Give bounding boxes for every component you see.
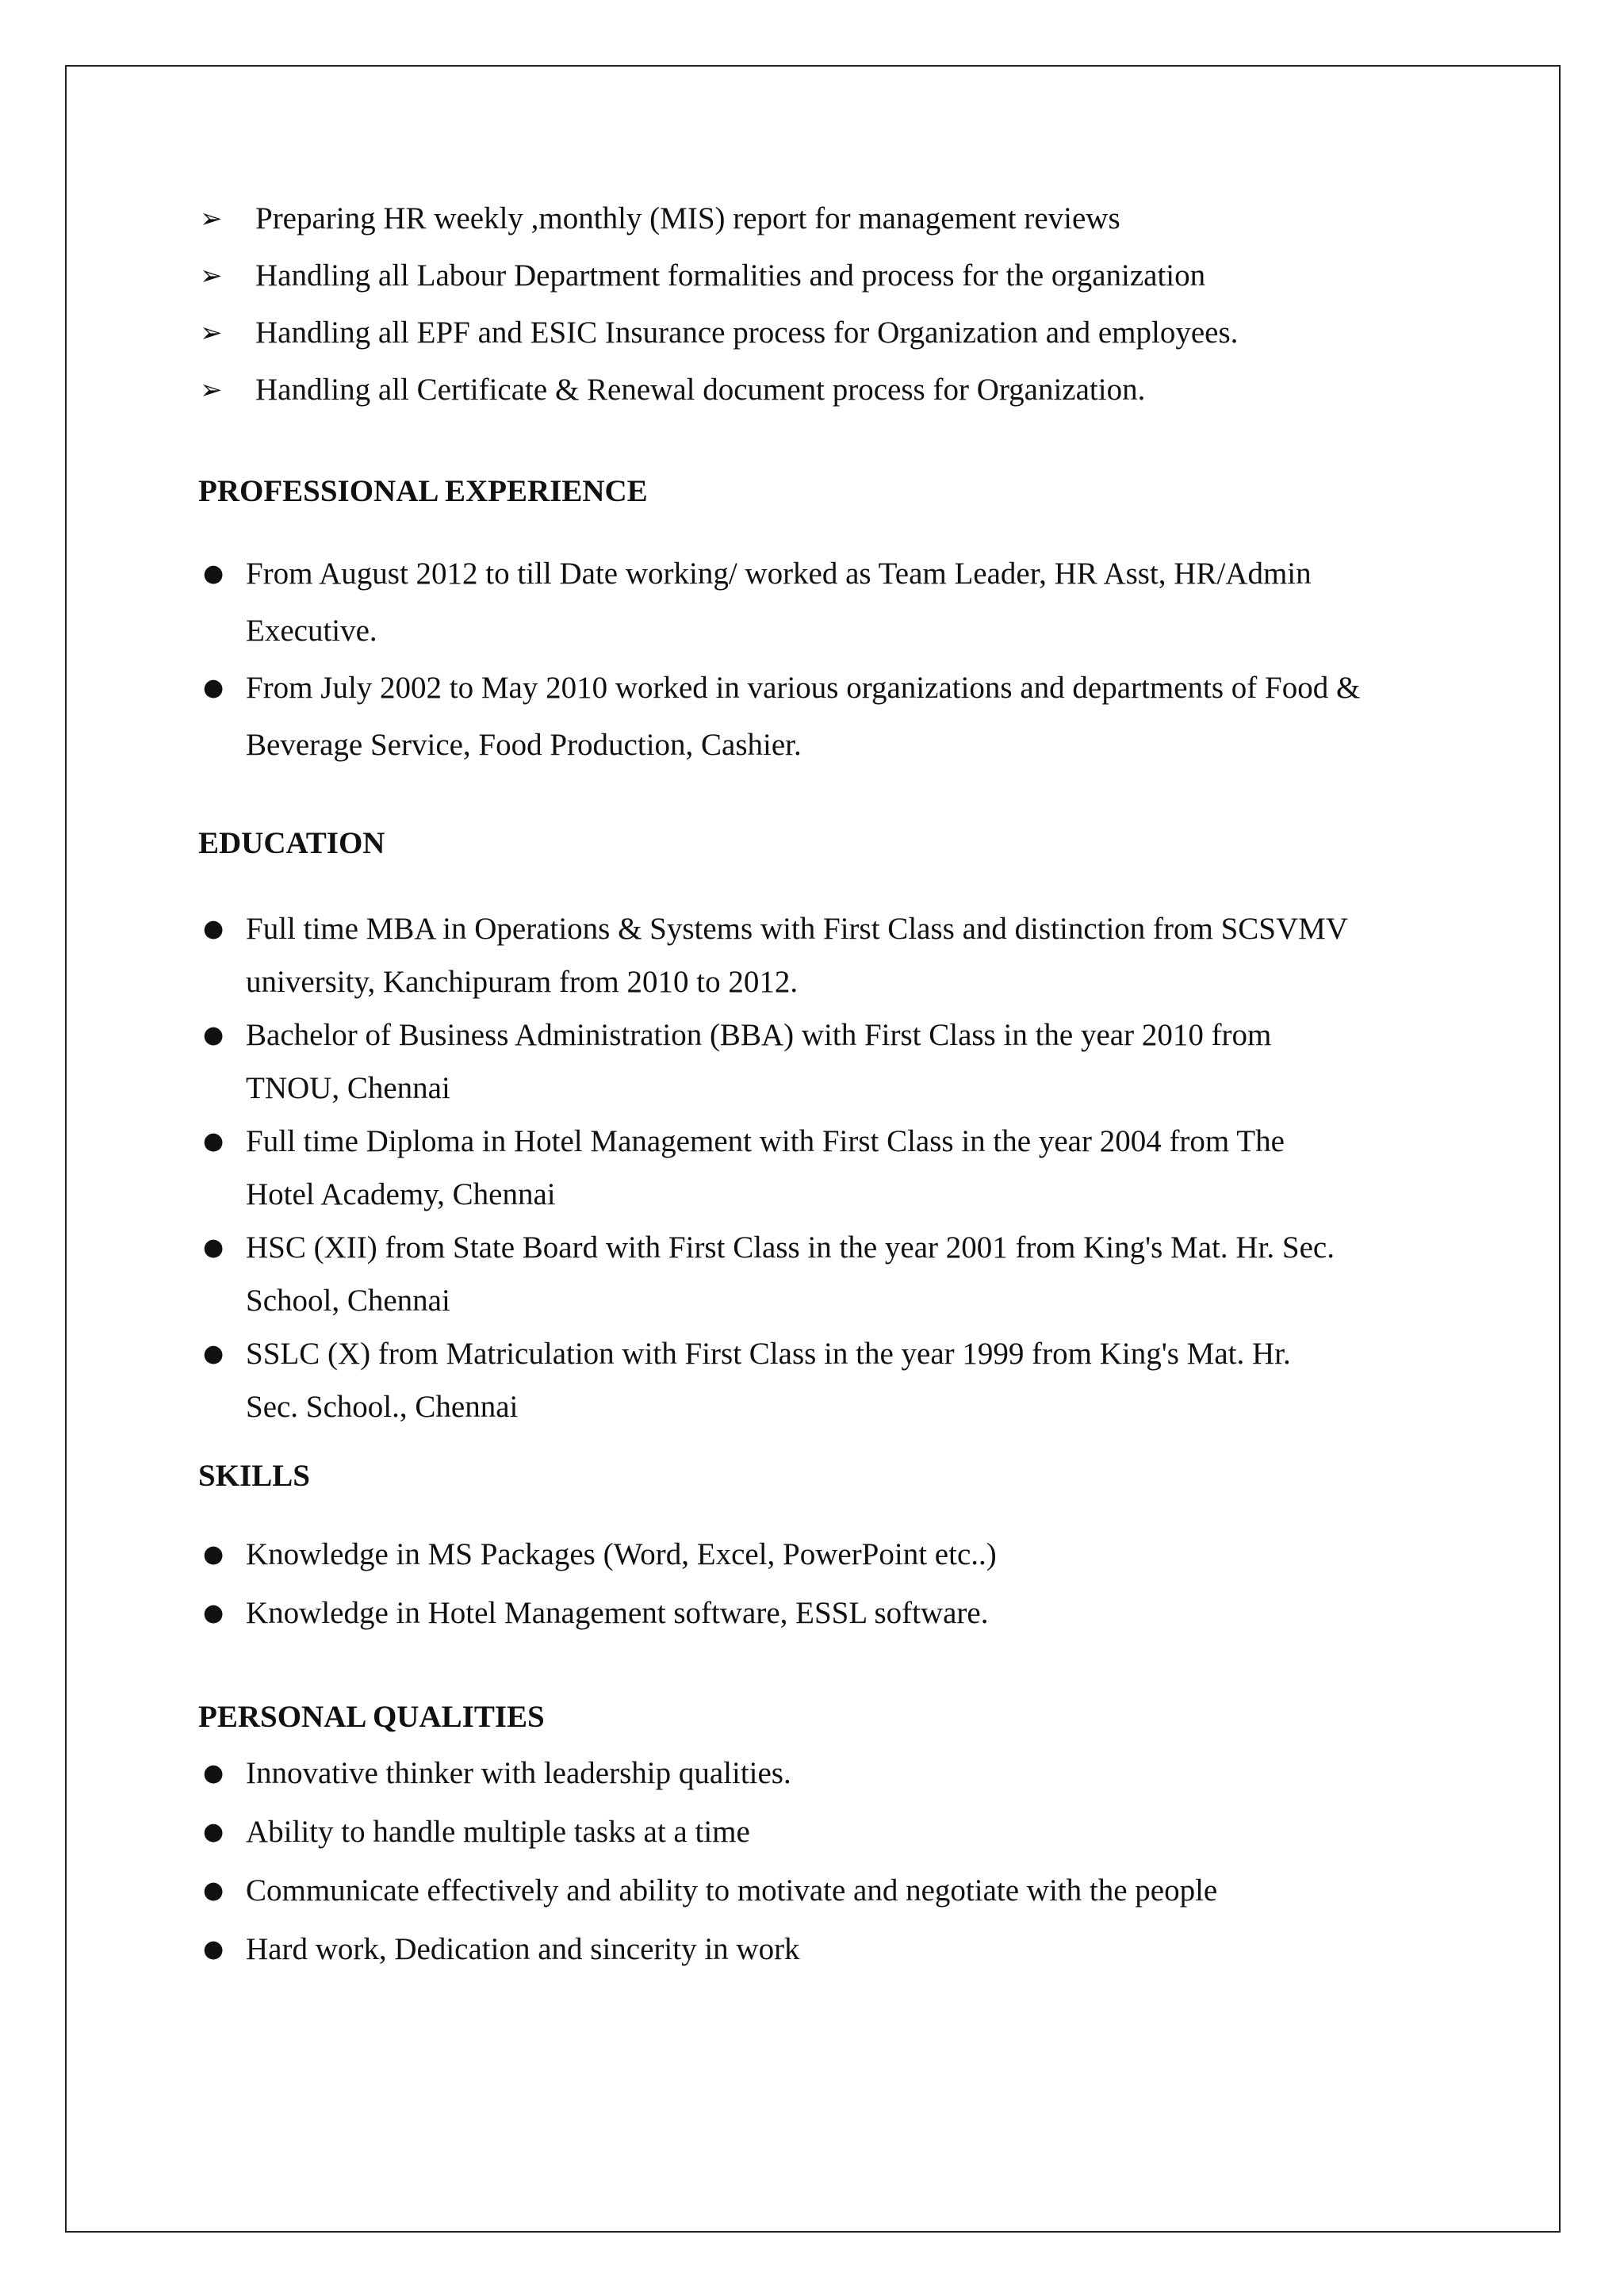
list-item <box>198 1744 1451 1803</box>
list-item <box>198 1803 1451 1862</box>
list-item-text: Communicate effectively and ability to motivate and negotiate with the people <box>246 1873 1218 1908</box>
bullet-icon: ● <box>203 560 224 587</box>
list-item <box>198 247 1451 304</box>
list-item <box>198 1221 1451 1327</box>
list-item-line: SSLC (X) from Matriculation with First Class in the year 1999 from King's Mat. Hr. <box>246 1337 1291 1371</box>
list-item-line: HSC (XII) from State Board with First Class in the year 2001 from King's Mat. Hr. Sec. <box>246 1230 1335 1265</box>
bullet-icon: ● <box>203 1021 224 1049</box>
bullet-icon: ● <box>203 1540 224 1568</box>
list-item <box>198 190 1451 247</box>
list-item-text: Knowledge in MS Packages (Word, Excel, PowerPoint etc..) <box>246 1537 997 1571</box>
bullet-icon: ● <box>203 1818 224 1846</box>
bullet-icon: ● <box>203 1759 224 1787</box>
education-list <box>198 902 1451 1433</box>
list-item <box>198 304 1451 362</box>
list-item-line: School, Chennai <box>246 1284 450 1318</box>
resume-content <box>198 190 1451 1979</box>
list-item-line: TNOU, Chennai <box>246 1071 450 1105</box>
list-item <box>198 1525 1451 1584</box>
list-item-line: Full time MBA in Operations & Systems with First Class and distinction from SCSVMV <box>246 912 1349 946</box>
list-item <box>198 1327 1451 1433</box>
responsibilities-list <box>198 190 1451 419</box>
list-item <box>198 1862 1451 1920</box>
experience-list <box>198 545 1451 774</box>
bullet-icon: ● <box>203 674 224 702</box>
list-item-text: Handling all Labour Department formalities and process for the organization <box>255 258 1206 293</box>
list-item <box>198 1920 1451 1979</box>
arrow-bullet-icon: ➢ <box>200 260 223 292</box>
list-item-line: university, Kanchipuram from 2010 to 2012. <box>246 965 799 999</box>
list-item <box>198 1008 1451 1115</box>
list-item-line: From August 2012 to till Date working/ worked as Team Leader, HR Asst, HR/Admin <box>246 557 1312 591</box>
list-item-text: Preparing HR weekly ,monthly (MIS) report for management reviews <box>255 201 1120 235</box>
arrow-bullet-icon: ➢ <box>200 203 223 235</box>
list-item <box>198 362 1451 419</box>
arrow-bullet-icon: ➢ <box>200 317 223 349</box>
bullet-icon: ● <box>203 915 224 943</box>
section-heading-personal-qualities: PERSONAL QUALITIES <box>198 1700 545 1734</box>
section-heading-professional-experience: PROFESSIONAL EXPERIENCE <box>198 474 648 508</box>
list-item-text: Hard work, Dedication and sincerity in work <box>246 1932 800 1966</box>
list-item-line: Full time Diploma in Hotel Management with First Class in the year 2004 from The <box>246 1124 1285 1158</box>
arrow-bullet-icon: ➢ <box>200 374 223 406</box>
list-item <box>198 902 1451 1008</box>
list-item-text: Knowledge in Hotel Management software, ESSL software. <box>246 1596 989 1630</box>
list-item <box>198 545 1451 660</box>
list-item-line: Executive. <box>246 614 377 648</box>
list-item-text: Handling all EPF and ESIC Insurance process for Organization and employees. <box>255 316 1239 350</box>
list-item-text: Innovative thinker with leadership qualities. <box>246 1756 791 1790</box>
bullet-icon: ● <box>203 1340 224 1368</box>
skills-list <box>198 1525 1451 1643</box>
list-item <box>198 660 1451 774</box>
list-item-line: Bachelor of Business Administration (BBA) with First Class in the year 2010 from <box>246 1018 1272 1052</box>
section-heading-skills: SKILLS <box>198 1459 310 1493</box>
list-item-line: Hotel Academy, Chennai <box>246 1177 556 1211</box>
personal-qualities-list <box>198 1744 1451 1979</box>
list-item <box>198 1584 1451 1643</box>
bullet-icon: ● <box>203 1935 224 1963</box>
list-item-line: Beverage Service, Food Production, Cashier. <box>246 728 802 762</box>
bullet-icon: ● <box>203 1127 224 1155</box>
section-heading-education: EDUCATION <box>198 826 385 860</box>
bullet-icon: ● <box>203 1599 224 1627</box>
list-item-text: Handling all Certificate & Renewal document process for Organization. <box>255 373 1146 407</box>
bullet-icon: ● <box>203 1877 224 1904</box>
list-item <box>198 1115 1451 1221</box>
list-item-line: From July 2002 to May 2010 worked in various organizations and departments of Food & <box>246 671 1361 705</box>
bullet-icon: ● <box>203 1234 224 1261</box>
list-item-text: Ability to handle multiple tasks at a time <box>246 1815 750 1849</box>
list-item-line: Sec. School., Chennai <box>246 1390 519 1424</box>
